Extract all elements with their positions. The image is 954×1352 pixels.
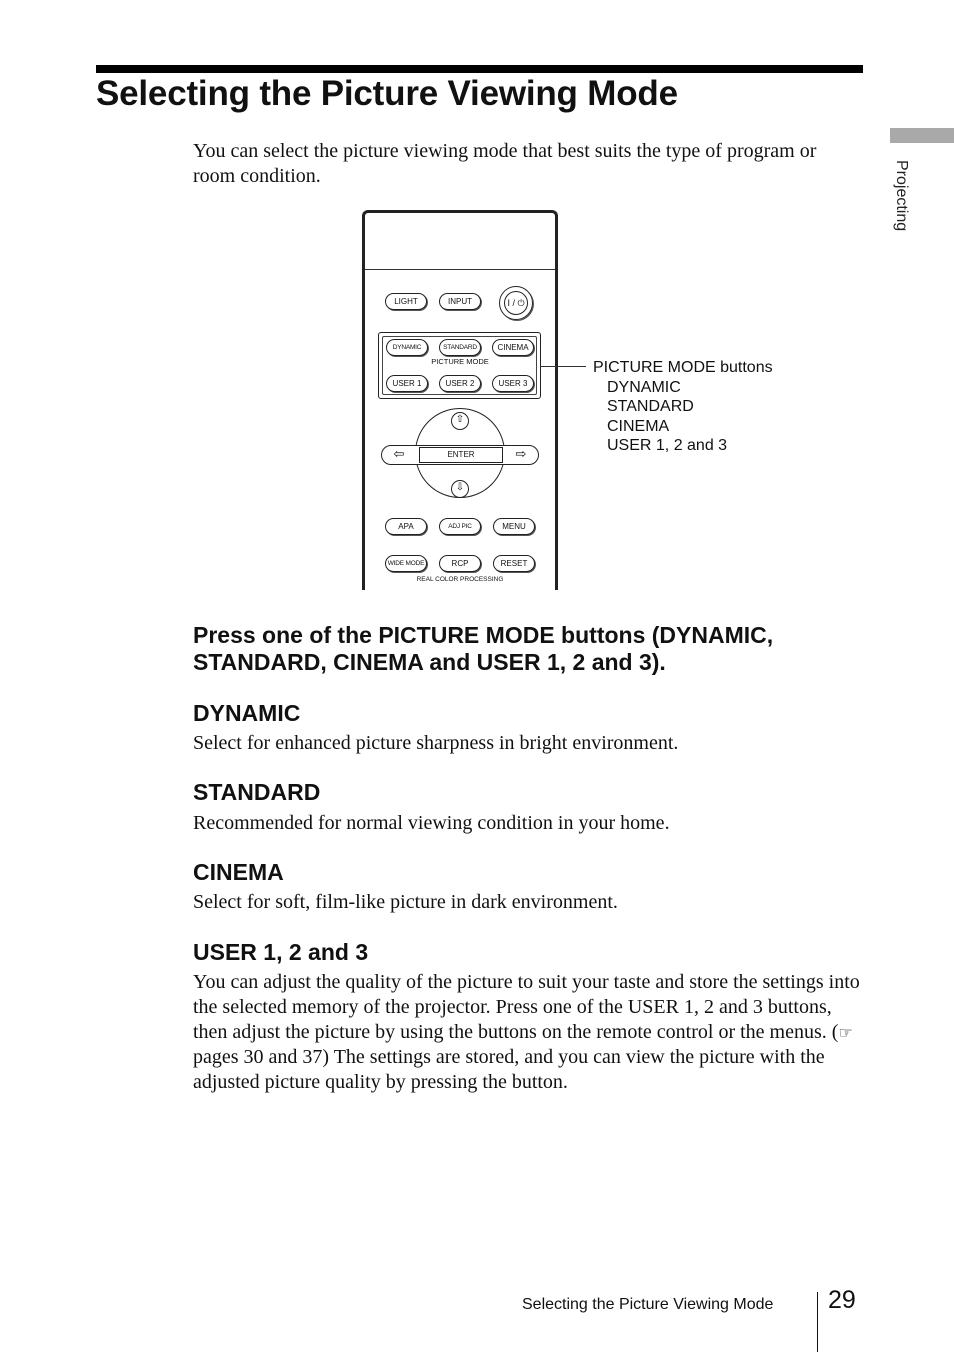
apa-button: APA [385, 518, 427, 535]
dynamic-button: DYNAMIC [386, 339, 428, 356]
step-instruction: Press one of the PICTURE MODE buttons (DYNAMIC, STANDARD, CINEMA and USER 1, 2 and 3). [193, 622, 774, 675]
power-button [499, 286, 533, 320]
section-tab-label: Projecting [893, 160, 910, 232]
user-heading: USER 1, 2 and 3 [193, 939, 369, 965]
user1-button: USER 1 [386, 375, 428, 392]
callout-leader-line [540, 366, 586, 367]
remote-divider [365, 269, 555, 270]
arrow-left-icon: ⇦ [393, 447, 405, 462]
page-title: Selecting the Picture Viewing Mode [96, 74, 678, 113]
page-reference-icon: ☞ [838, 1023, 853, 1042]
section-tab-marker [890, 128, 954, 143]
adj-pic-button: ADJ PIC [439, 518, 481, 535]
picture-mode-label: PICTURE MODE [431, 357, 489, 366]
callout-item: USER 1, 2 and 3 [607, 437, 728, 454]
cinema-button: CINEMA [492, 339, 534, 356]
callout-title: PICTURE MODE buttons [593, 359, 773, 376]
dynamic-heading: DYNAMIC [193, 700, 301, 726]
standard-heading: STANDARD [193, 779, 321, 805]
cinema-description: Select for soft, film-like picture in dark environment. [193, 891, 618, 913]
wide-mode-button: WIDE MODE [385, 555, 427, 572]
input-button: INPUT [439, 293, 481, 310]
title-rule [96, 65, 863, 73]
dynamic-description: Select for enhanced picture sharpness in bright environment. [193, 732, 679, 754]
user3-button: USER 3 [492, 375, 534, 392]
standard-description: Recommended for normal viewing condition in your home. [193, 812, 670, 834]
footer-divider [817, 1292, 818, 1352]
rcp-button: RCP [439, 555, 481, 572]
callout-item: STANDARD [607, 398, 694, 415]
menu-button: MENU [493, 518, 535, 535]
arrow-down-icon: ⇩ [451, 480, 469, 498]
picture-mode-callout [593, 358, 773, 456]
cinema-heading: CINEMA [193, 859, 284, 885]
footer-section-title: Selecting the Picture Viewing Mode [522, 1296, 774, 1313]
callout-item: DYNAMIC [607, 378, 681, 396]
page-number: 29 [828, 1286, 856, 1314]
reset-button: RESET [493, 555, 535, 572]
real-color-processing-label: REAL COLOR PROCESSING [416, 576, 504, 583]
light-button: LIGHT [385, 293, 427, 310]
power-icon: I / ⏻ [504, 291, 528, 315]
intro-paragraph: You can select the picture viewing mode that best suits the type of program or room condition. [193, 140, 817, 187]
arrow-right-icon: ⇨ [515, 447, 527, 462]
remote-control-illustration [362, 210, 558, 590]
user-description: You can adjust the quality of the picture to suit your taste and store the settings into the selected memory of the projector. Press one of the USER 1, 2 and 3 buttons, then adjust the picture by using the buttons on the remote control or the menus. (☞ pages 30 and 37) The settings are stored, and you can view the picture with the adjusted picture quality by pressing the button. [193, 971, 860, 1093]
enter-button: ENTER [419, 447, 503, 463]
standard-button: STANDARD [439, 339, 481, 356]
user2-button: USER 2 [439, 375, 481, 392]
callout-item: CINEMA [607, 417, 670, 435]
arrow-up-icon: ⇧ [451, 412, 469, 430]
